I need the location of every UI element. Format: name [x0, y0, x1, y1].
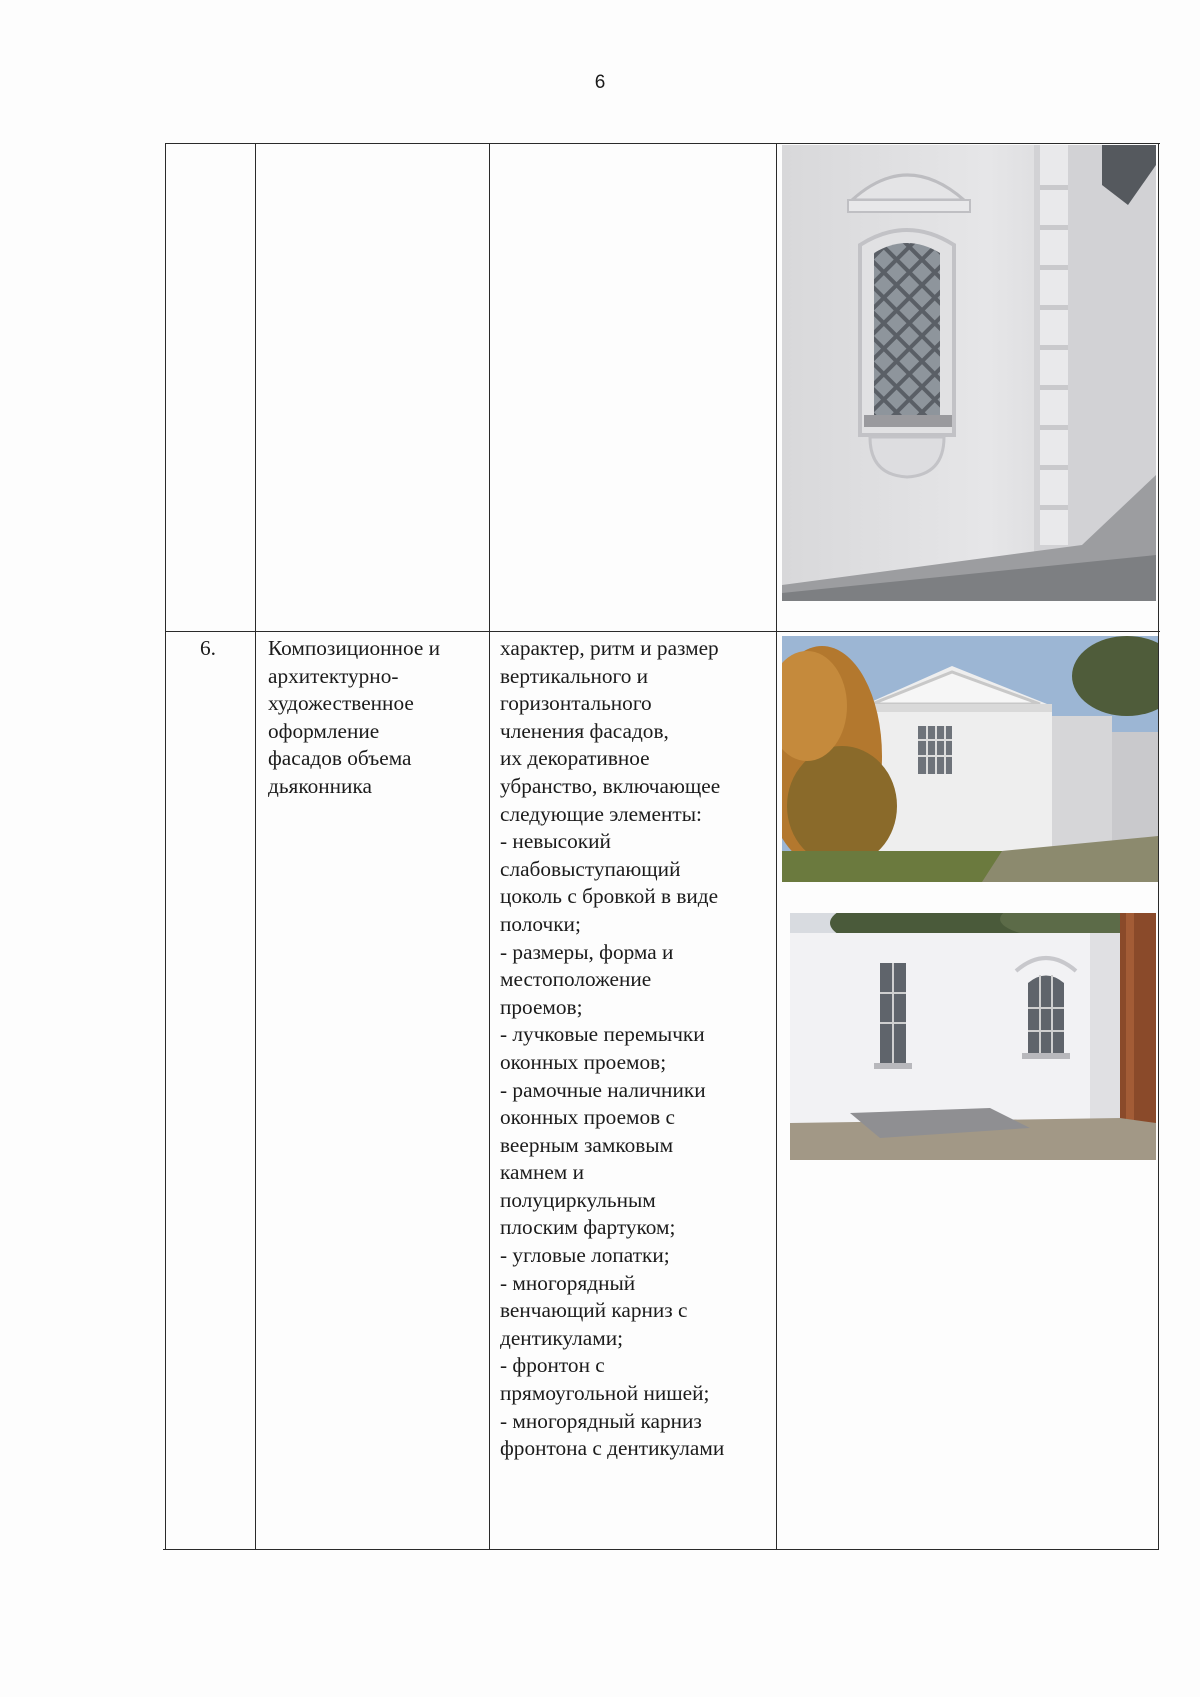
- row-divider: [166, 631, 1160, 632]
- table-left-border: [165, 143, 166, 1550]
- table-top-border: [166, 143, 1160, 144]
- church-window-photo: [782, 145, 1156, 601]
- column-divider-1: [255, 143, 256, 1550]
- facade-gable-photo: [782, 636, 1158, 882]
- column-divider-3: [776, 143, 777, 1550]
- description-cell: характер, ритм и размер вертикального и горизонтального членения фасадов, их декоративное убранство, включающее следующие элементы: - невысокий слабовыступающий цоколь с бровкой в виде полочки; - размеры, форма и местоположение проемов; - лучковые перемычки оконных проемов; - рамочные наличники оконных проемов с веерным замковым камнем и полуциркульным плоским фартуком; - угловые лопатки; - многорядный венчающий карниз с дентикулами; - фронтон с прямоугольной нишей; - многорядный карниз фронтона с дентикулами: [500, 636, 725, 1461]
- column-divider-2: [489, 143, 490, 1550]
- table-right-border: [1158, 143, 1159, 1550]
- subject-cell: Композиционное и архитектурно- художественное оформление фасадов объема дьяконника: [268, 636, 441, 798]
- row-number: 6.: [200, 636, 216, 660]
- table-bottom-border: [163, 1549, 1158, 1550]
- page-number: 6: [594, 72, 606, 93]
- facade-windows-photo: [790, 913, 1156, 1160]
